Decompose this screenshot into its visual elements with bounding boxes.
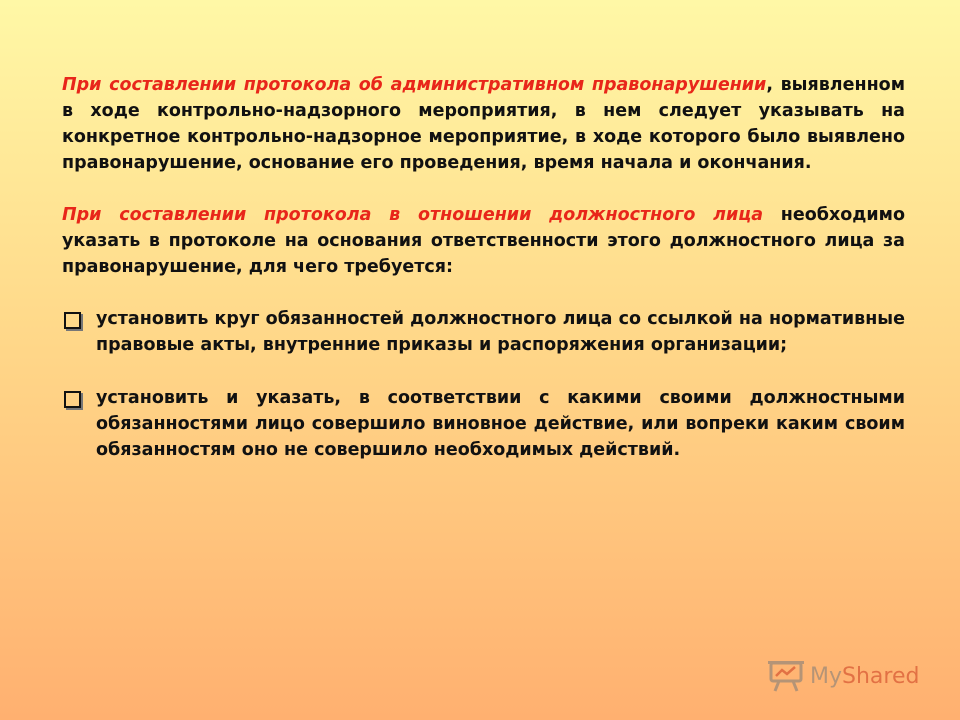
paragraph-1 — [62, 72, 905, 176]
slide-content — [62, 72, 905, 490]
paragraph-2-lead: При составлении протокола в отношении должностного лица — [62, 205, 764, 225]
logo-suffix: Shared — [842, 663, 920, 689]
presentation-board-icon — [768, 659, 806, 693]
checkbox-bullet-icon — [64, 391, 81, 408]
bullet-item-2 — [62, 385, 905, 463]
bullet-item-2-text: установить и указать, в соответствии с какими своими должностными обязанностями лицо совершило виновное действие, или вопреки каким своим обязанностям оно не совершило необходимых действий. — [96, 388, 905, 460]
bullet-item-1 — [62, 306, 905, 358]
paragraph-2 — [62, 202, 905, 280]
bullet-item-1-text: установить круг обязанностей должностного лица со ссылкой на нормативные правовые акты, внутренние приказы и распоряжения организации; — [96, 309, 905, 355]
paragraph-1-body: , выявленном в ходе контрольно-надзорного мероприятия, в нем следует указывать на конкретное контрольно-надзорное мероприятие, в ходе которого было выявлено правонарушение, основание его проведения, время начала и окончания. — [62, 75, 905, 173]
logo-prefix: My — [810, 663, 843, 689]
paragraph-2-body: необходимо указать в протоколе на основания ответственности этого должностного лица за правонарушение, для чего требуется: — [62, 205, 906, 277]
checkbox-bullet-icon — [64, 312, 81, 329]
paragraph-1-lead: При составлении протокола об административном правонарушении — [62, 75, 767, 95]
logo-text — [810, 664, 919, 689]
myshared-logo — [768, 658, 919, 694]
